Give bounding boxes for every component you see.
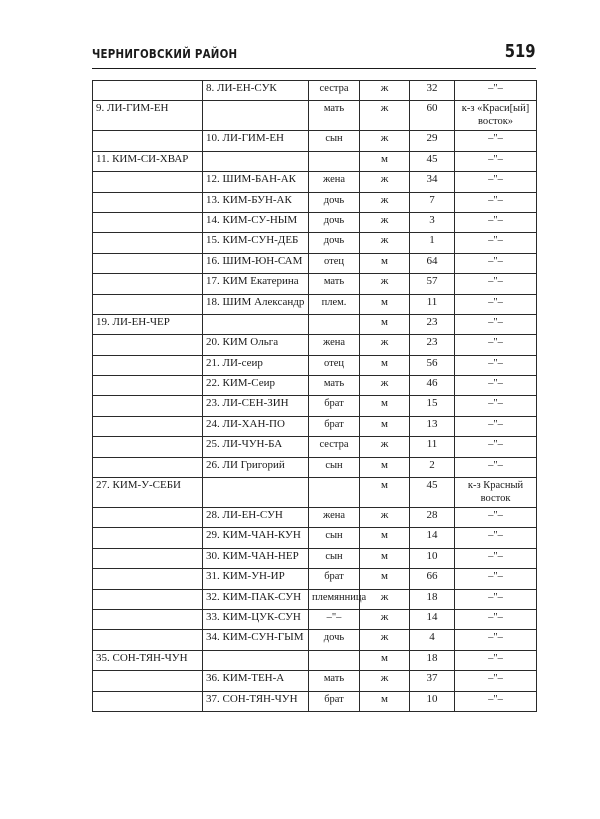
relation-cell: [309, 151, 360, 171]
note-cell: –"–: [455, 253, 537, 273]
age-cell: 1: [410, 233, 455, 253]
note-cell: –"–: [455, 630, 537, 650]
relation-cell: дочь: [309, 192, 360, 212]
table-row: [93, 376, 537, 396]
age-cell: 18: [410, 650, 455, 670]
member-name-cell: 17. КИМ Екатерина: [203, 274, 309, 294]
sex-cell: м: [360, 355, 410, 375]
relation-cell: [309, 650, 360, 670]
household-head-cell: [93, 172, 203, 192]
running-header: [92, 41, 536, 66]
sex-cell: ж: [360, 233, 410, 253]
member-name-cell: 29. КИМ-ЧАН-КУН: [203, 528, 309, 548]
member-name-cell: [203, 314, 309, 334]
note-cell: –"–: [455, 437, 537, 457]
household-head-cell: [93, 335, 203, 355]
sex-cell: м: [360, 528, 410, 548]
member-name-cell: 37. СОН-ТЯН-ЧУН: [203, 691, 309, 711]
sex-cell: ж: [360, 274, 410, 294]
note-cell: –"–: [455, 396, 537, 416]
household-head-cell: [93, 630, 203, 650]
relation-cell: дочь: [309, 212, 360, 232]
table-row: [93, 528, 537, 548]
note-cell: –"–: [455, 609, 537, 629]
age-cell: 10: [410, 691, 455, 711]
member-name-cell: 33. КИМ-ЦУК-СУН: [203, 609, 309, 629]
relation-cell: сестра: [309, 81, 360, 101]
table-row: [93, 355, 537, 375]
note-cell: –"–: [455, 671, 537, 691]
sex-cell: м: [360, 253, 410, 273]
chapter-title: ЧЕРНИГОВСКИЙ РАЙОН: [92, 46, 238, 61]
household-head-cell: [93, 569, 203, 589]
age-cell: 45: [410, 151, 455, 171]
note-cell: –"–: [455, 294, 537, 314]
sex-cell: ж: [360, 192, 410, 212]
relation-cell: сын: [309, 548, 360, 568]
household-head-cell: 27. КИМ-У-СЕБИ: [93, 478, 203, 508]
household-head-cell: 19. ЛИ-ЕН-ЧЕР: [93, 314, 203, 334]
household-head-cell: [93, 528, 203, 548]
relation-cell: сын: [309, 131, 360, 151]
note-cell: –"–: [455, 151, 537, 171]
sex-cell: ж: [360, 131, 410, 151]
note-cell: –"–: [455, 314, 537, 334]
relation-cell: –"–: [309, 609, 360, 629]
note-cell: –"–: [455, 233, 537, 253]
relation-cell: отец: [309, 355, 360, 375]
relation-cell: мать: [309, 274, 360, 294]
table-row: [93, 212, 537, 232]
member-name-cell: 12. ШИМ-БАН-АК: [203, 172, 309, 192]
age-cell: 14: [410, 609, 455, 629]
sex-cell: ж: [360, 609, 410, 629]
table-row: [93, 294, 537, 314]
member-name-cell: [203, 478, 309, 508]
member-name-cell: 20. КИМ Ольга: [203, 335, 309, 355]
member-name-cell: 36. КИМ-ТЕН-А: [203, 671, 309, 691]
member-name-cell: 10. ЛИ-ГИМ-ЕН: [203, 131, 309, 151]
relation-cell: [309, 478, 360, 508]
relation-cell: плем.: [309, 294, 360, 314]
member-name-cell: 30. КИМ-ЧАН-НЕР: [203, 548, 309, 568]
household-head-cell: [93, 609, 203, 629]
member-name-cell: 28. ЛИ-ЕН-СУН: [203, 508, 309, 528]
note-cell: –"–: [455, 212, 537, 232]
household-head-cell: [93, 253, 203, 273]
sex-cell: ж: [360, 376, 410, 396]
relation-cell: брат: [309, 691, 360, 711]
header-rule: [92, 68, 536, 69]
note-cell: к-з «Краси[ый] восток»: [455, 101, 537, 131]
table-row: [93, 314, 537, 334]
table-row: [93, 691, 537, 711]
sex-cell: ж: [360, 589, 410, 609]
relation-cell: дочь: [309, 233, 360, 253]
sex-cell: ж: [360, 172, 410, 192]
household-head-cell: [93, 508, 203, 528]
household-head-cell: [93, 437, 203, 457]
sex-cell: м: [360, 416, 410, 436]
member-name-cell: [203, 650, 309, 670]
age-cell: 32: [410, 81, 455, 101]
relation-cell: мать: [309, 101, 360, 131]
sex-cell: ж: [360, 101, 410, 131]
age-cell: 10: [410, 548, 455, 568]
page-number: 519: [505, 41, 536, 62]
member-name-cell: 13. КИМ-БУН-АК: [203, 192, 309, 212]
relation-cell: мать: [309, 376, 360, 396]
table-row: [93, 274, 537, 294]
table-row: [93, 253, 537, 273]
relation-cell: сестра: [309, 437, 360, 457]
relation-cell: брат: [309, 416, 360, 436]
relation-cell: жена: [309, 335, 360, 355]
note-cell: –"–: [455, 81, 537, 101]
table-row: [93, 508, 537, 528]
note-cell: –"–: [455, 131, 537, 151]
note-cell: –"–: [455, 335, 537, 355]
note-cell: –"–: [455, 355, 537, 375]
age-cell: 60: [410, 101, 455, 131]
note-cell: –"–: [455, 569, 537, 589]
sex-cell: м: [360, 691, 410, 711]
sex-cell: м: [360, 396, 410, 416]
note-cell: –"–: [455, 528, 537, 548]
age-cell: 56: [410, 355, 455, 375]
sex-cell: м: [360, 478, 410, 508]
sex-cell: ж: [360, 630, 410, 650]
note-cell: –"–: [455, 457, 537, 477]
note-cell: –"–: [455, 548, 537, 568]
relation-cell: жена: [309, 508, 360, 528]
relation-cell: сын: [309, 457, 360, 477]
relation-cell: [309, 314, 360, 334]
member-name-cell: 26. ЛИ Григорий: [203, 457, 309, 477]
sex-cell: м: [360, 151, 410, 171]
table-row: [93, 131, 537, 151]
relation-cell: мать: [309, 671, 360, 691]
member-name-cell: 22. КИМ-Сеир: [203, 376, 309, 396]
member-name-cell: 31. КИМ-УН-ИР: [203, 569, 309, 589]
sex-cell: м: [360, 650, 410, 670]
table-row: [93, 101, 537, 131]
member-name-cell: 32. КИМ-ПАК-СУН: [203, 589, 309, 609]
member-name-cell: 24. ЛИ-ХАН-ПО: [203, 416, 309, 436]
sex-cell: м: [360, 294, 410, 314]
household-head-cell: [93, 548, 203, 568]
table-row: [93, 650, 537, 670]
age-cell: 2: [410, 457, 455, 477]
age-cell: 66: [410, 569, 455, 589]
table-row: [93, 172, 537, 192]
note-cell: –"–: [455, 376, 537, 396]
table-row: [93, 396, 537, 416]
member-name-cell: 34. КИМ-СУН-ГЫМ: [203, 630, 309, 650]
age-cell: 13: [410, 416, 455, 436]
relation-cell: племянница: [309, 589, 360, 609]
note-cell: –"–: [455, 589, 537, 609]
note-cell: –"–: [455, 274, 537, 294]
note-cell: –"–: [455, 691, 537, 711]
sex-cell: м: [360, 548, 410, 568]
age-cell: 14: [410, 528, 455, 548]
household-head-cell: [93, 376, 203, 396]
table-row: [93, 457, 537, 477]
relation-cell: брат: [309, 569, 360, 589]
household-head-cell: [93, 589, 203, 609]
table-row: [93, 589, 537, 609]
note-cell: –"–: [455, 416, 537, 436]
age-cell: 4: [410, 630, 455, 650]
table-row: [93, 630, 537, 650]
member-name-cell: 8. ЛИ-ЕН-СУК: [203, 81, 309, 101]
member-name-cell: [203, 151, 309, 171]
table-row: [93, 671, 537, 691]
household-head-cell: [93, 192, 203, 212]
note-cell: к-з Красный восток: [455, 478, 537, 508]
age-cell: 64: [410, 253, 455, 273]
table-row: [93, 478, 537, 508]
household-head-cell: [93, 691, 203, 711]
table-row: [93, 233, 537, 253]
age-cell: 23: [410, 314, 455, 334]
sex-cell: м: [360, 314, 410, 334]
age-cell: 18: [410, 589, 455, 609]
table-row: [93, 437, 537, 457]
age-cell: 57: [410, 274, 455, 294]
age-cell: 28: [410, 508, 455, 528]
age-cell: 11: [410, 294, 455, 314]
household-head-cell: [93, 81, 203, 101]
note-cell: –"–: [455, 508, 537, 528]
table-row: [93, 569, 537, 589]
relation-cell: дочь: [309, 630, 360, 650]
table-row: [93, 609, 537, 629]
household-head-cell: [93, 396, 203, 416]
relation-cell: сын: [309, 528, 360, 548]
sex-cell: м: [360, 457, 410, 477]
age-cell: 34: [410, 172, 455, 192]
age-cell: 29: [410, 131, 455, 151]
sex-cell: ж: [360, 437, 410, 457]
relation-cell: брат: [309, 396, 360, 416]
household-head-cell: [93, 233, 203, 253]
sex-cell: ж: [360, 508, 410, 528]
household-head-cell: [93, 355, 203, 375]
household-head-cell: 9. ЛИ-ГИМ-ЕН: [93, 101, 203, 131]
relation-cell: отец: [309, 253, 360, 273]
member-name-cell: 14. КИМ-СУ-НЫМ: [203, 212, 309, 232]
household-head-cell: [93, 457, 203, 477]
household-head-cell: [93, 294, 203, 314]
note-cell: –"–: [455, 192, 537, 212]
roster-table: [92, 80, 537, 712]
sex-cell: ж: [360, 212, 410, 232]
age-cell: 7: [410, 192, 455, 212]
age-cell: 37: [410, 671, 455, 691]
member-name-cell: 23. ЛИ-СЕН-ЗИН: [203, 396, 309, 416]
household-head-cell: [93, 671, 203, 691]
relation-cell: жена: [309, 172, 360, 192]
household-head-cell: 11. КИМ-СИ-ХВАР: [93, 151, 203, 171]
table-row: [93, 151, 537, 171]
roster-body: [93, 81, 537, 712]
household-head-cell: [93, 212, 203, 232]
member-name-cell: 16. ШИМ-ЮН-САМ: [203, 253, 309, 273]
member-name-cell: 15. КИМ-СУН-ДЕБ: [203, 233, 309, 253]
member-name-cell: 25. ЛИ-ЧУН-БА: [203, 437, 309, 457]
sex-cell: ж: [360, 81, 410, 101]
table-row: [93, 335, 537, 355]
sex-cell: м: [360, 569, 410, 589]
household-head-cell: 35. СОН-ТЯН-ЧУН: [93, 650, 203, 670]
household-head-cell: [93, 274, 203, 294]
age-cell: 23: [410, 335, 455, 355]
sex-cell: ж: [360, 335, 410, 355]
table-row: [93, 416, 537, 436]
household-head-cell: [93, 131, 203, 151]
member-name-cell: 18. ШИМ Александр: [203, 294, 309, 314]
note-cell: –"–: [455, 650, 537, 670]
age-cell: 15: [410, 396, 455, 416]
member-name-cell: [203, 101, 309, 131]
note-cell: –"–: [455, 172, 537, 192]
sex-cell: ж: [360, 671, 410, 691]
age-cell: 45: [410, 478, 455, 508]
member-name-cell: 21. ЛИ-сеир: [203, 355, 309, 375]
age-cell: 11: [410, 437, 455, 457]
household-head-cell: [93, 416, 203, 436]
age-cell: 3: [410, 212, 455, 232]
table-row: [93, 192, 537, 212]
table-row: [93, 81, 537, 101]
age-cell: 46: [410, 376, 455, 396]
table-row: [93, 548, 537, 568]
